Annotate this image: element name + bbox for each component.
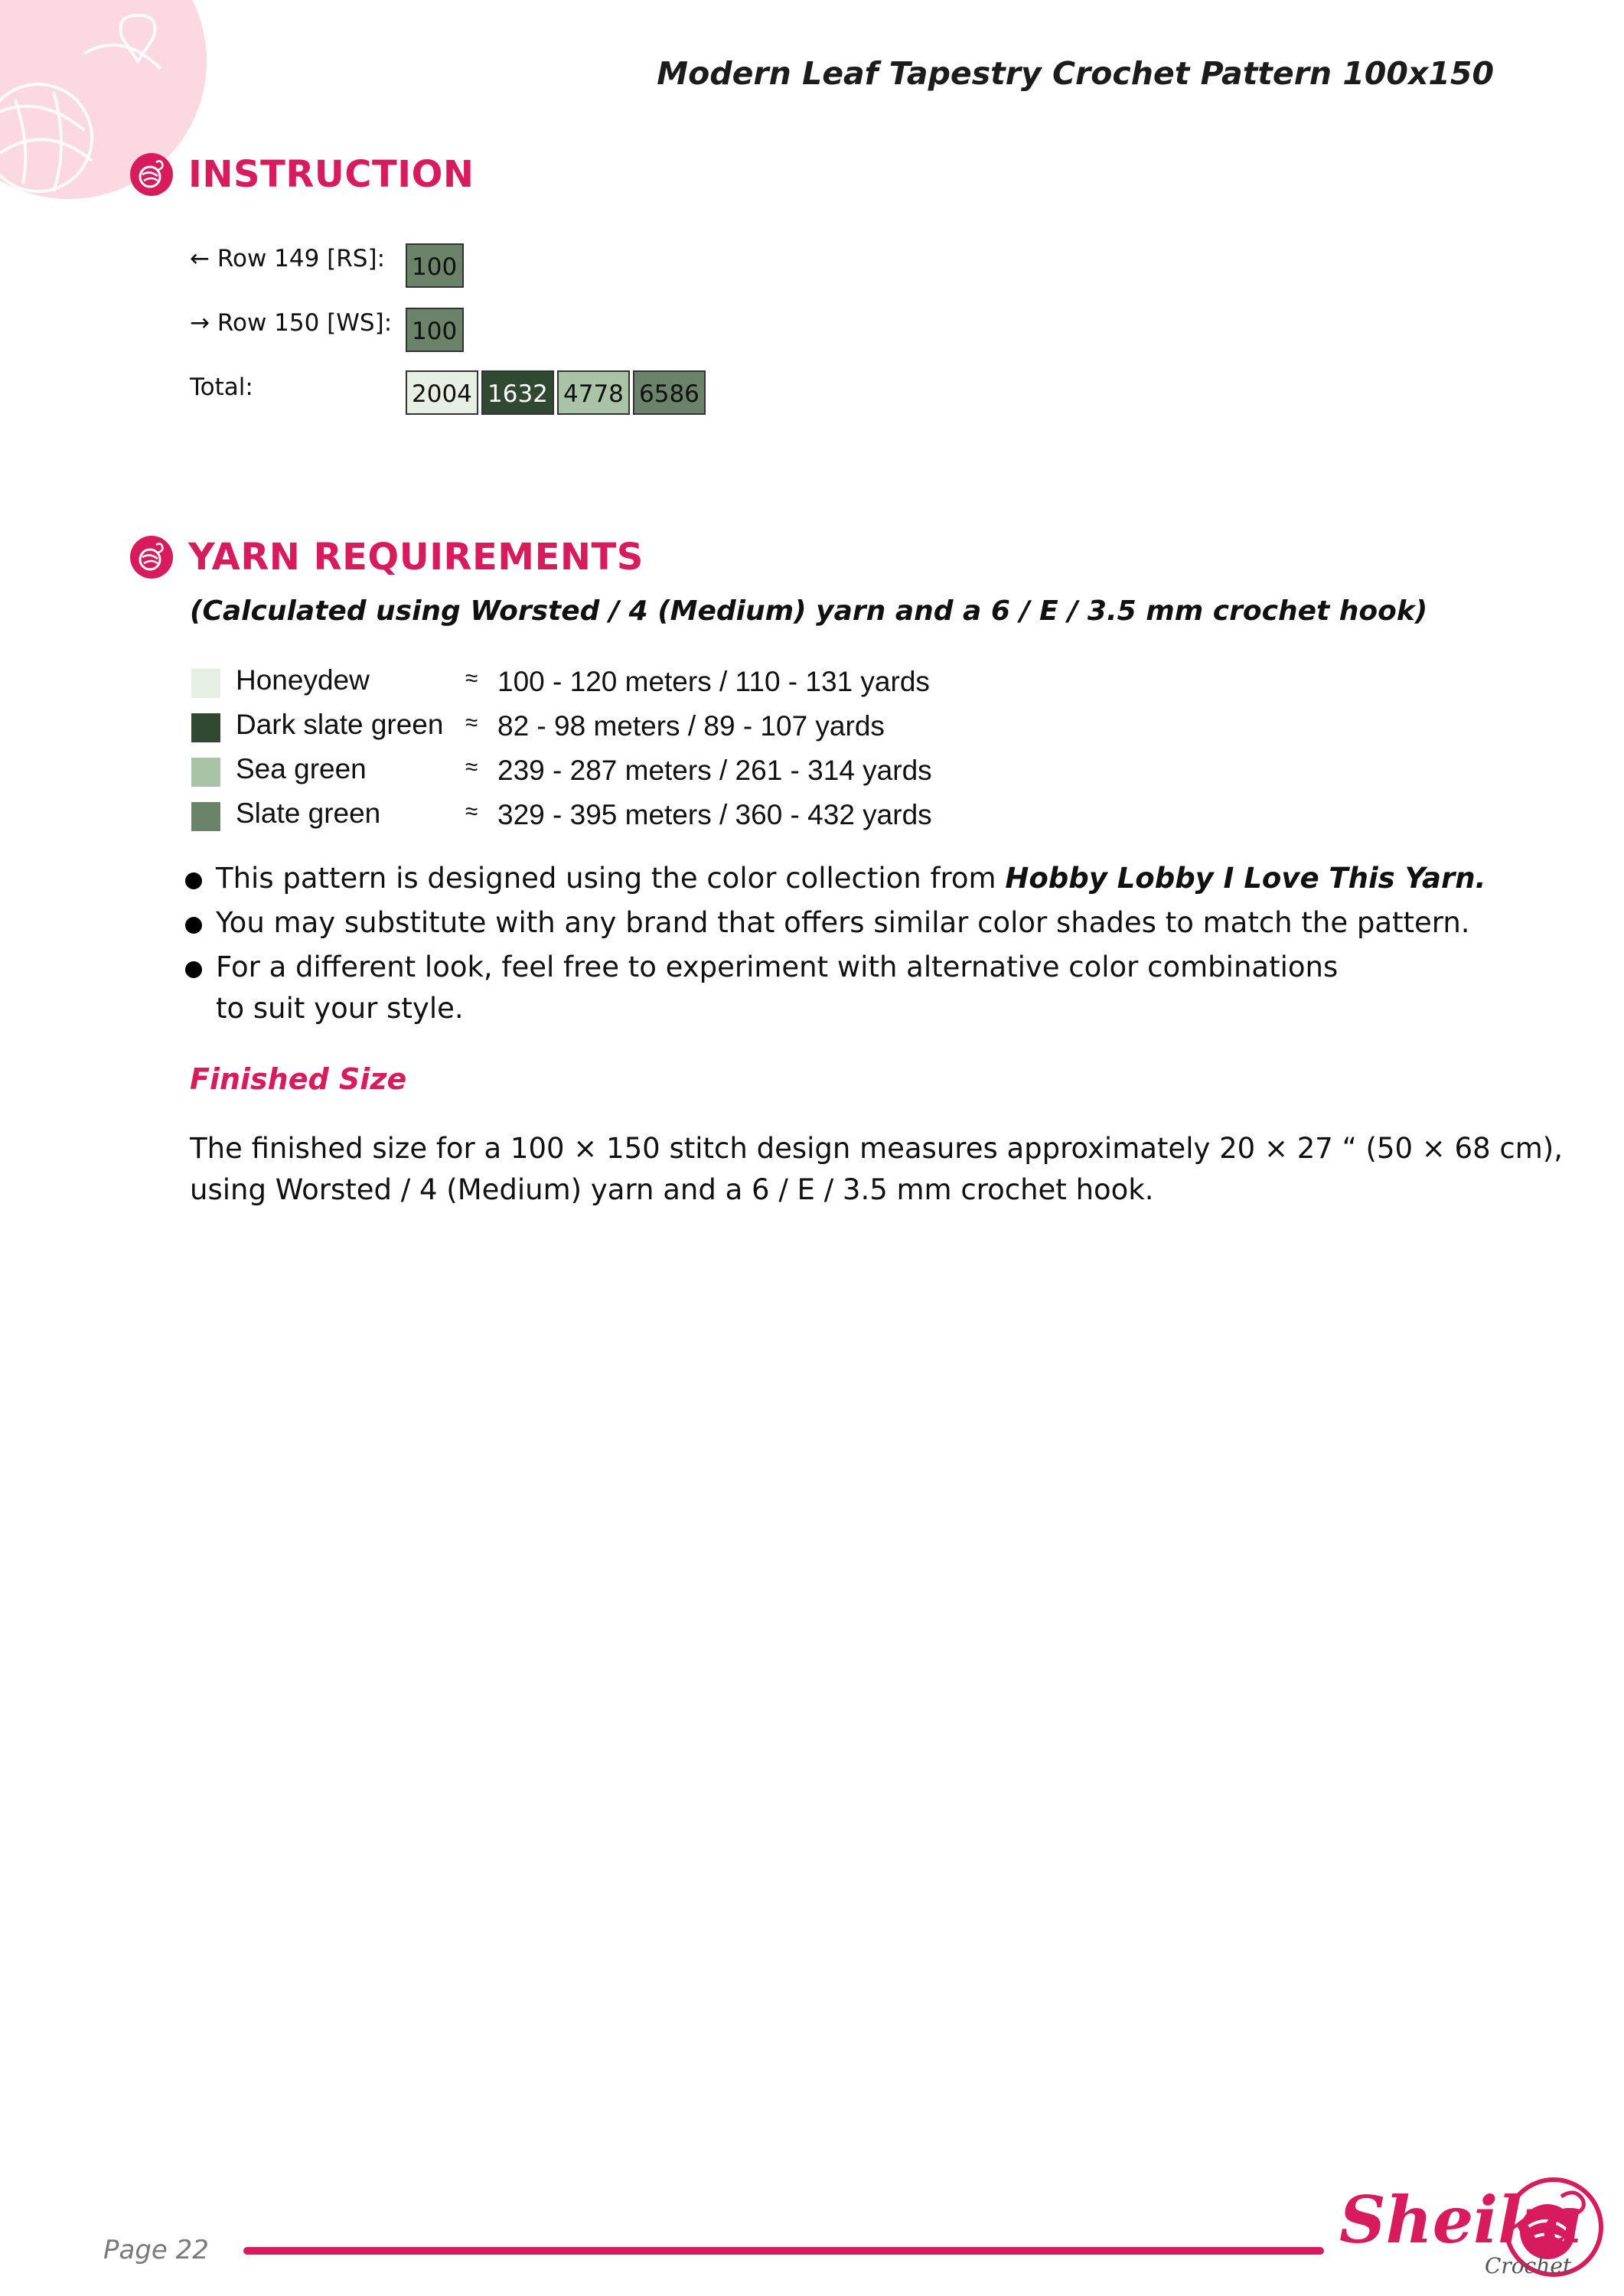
yarn-requirements-heading xyxy=(129,534,644,580)
footer-rule xyxy=(243,2247,1324,2255)
bullet-dot xyxy=(185,961,202,978)
color-name: Dark slate green xyxy=(236,709,444,740)
yarn-calc-note: (Calculated using Worsted / 4 (Medium) yarn and a 6 / E / 3.5 mm crochet hook) xyxy=(190,595,1428,627)
yarn-color-row xyxy=(190,794,1185,837)
approx-symbol: ≈ xyxy=(465,666,478,691)
row-150-label: → Row 150 [WS]: xyxy=(190,309,393,337)
color-swatch xyxy=(191,669,220,698)
total-cell: 4778 xyxy=(557,370,630,415)
bullet-dot xyxy=(185,872,202,889)
total-cell: 2004 xyxy=(406,370,478,415)
color-swatch xyxy=(191,802,220,831)
stitch-count-cell: 100 xyxy=(406,308,464,352)
yarn-ball-icon xyxy=(129,534,174,580)
instruction-heading xyxy=(129,152,474,197)
color-swatch xyxy=(191,713,220,742)
total-label: Total: xyxy=(190,373,253,401)
section-title: INSTRUCTION xyxy=(188,153,474,196)
yarn-color-row xyxy=(190,661,1185,704)
bullet-text-continued: to suit your style. xyxy=(216,992,464,1025)
bullet-text: For a different look, feel free to experiment with alternative color combinations xyxy=(216,951,1339,983)
bullet-text: This pattern is designed using the color collection from xyxy=(216,862,1006,895)
finished-size-heading: Finished Size xyxy=(190,1062,407,1096)
page-number: Page 22 xyxy=(103,2235,209,2265)
total-cell: 6586 xyxy=(633,370,706,415)
logo-wordmark: Sheika xyxy=(1339,2182,1584,2258)
finished-size-line: using Worsted / 4 (Medium) yarn and a 6 / E / 3.5 mm crochet hook. xyxy=(190,1173,1154,1206)
bullet-dot xyxy=(185,917,202,934)
section-title: YARN REQUIREMENTS xyxy=(188,536,644,579)
yarn-brand: Hobby Lobby I Love This Yarn. xyxy=(1005,862,1486,895)
document-title: Modern Leaf Tapestry Crochet Pattern 100x150 xyxy=(657,55,1494,92)
stitch-count-cell: 100 xyxy=(406,243,464,288)
total-cell: 1632 xyxy=(481,370,554,415)
color-name: Sea green xyxy=(236,753,367,784)
approx-symbol: ≈ xyxy=(465,799,478,824)
yarn-color-row xyxy=(190,706,1185,748)
approx-symbol: ≈ xyxy=(465,755,478,780)
row-149-label: ← Row 149 [RS]: xyxy=(190,245,386,272)
color-name: Honeydew xyxy=(236,664,370,696)
color-name: Slate green xyxy=(236,797,381,829)
yarn-amount: 82 - 98 meters / 89 - 107 yards xyxy=(497,710,885,742)
yarn-amount: 329 - 395 meters / 360 - 432 yards xyxy=(497,799,932,830)
finished-size-line: The finished size for a 100 × 150 stitch design measures approximately 20 × 27 “ (50 × 68 cm), xyxy=(190,1132,1563,1165)
approx-symbol: ≈ xyxy=(465,710,478,735)
sheika-crochet-logo xyxy=(1332,2166,1607,2296)
color-swatch xyxy=(191,758,220,787)
finished-size-text xyxy=(190,1128,1567,1211)
yarn-amount: 239 - 287 meters / 261 - 314 yards xyxy=(497,755,932,786)
logo-subtitle: Crochet xyxy=(1485,2253,1572,2278)
yarn-color-row xyxy=(190,750,1185,793)
bullet-text: You may substitute with any brand that offers similar color shades to match the pattern. xyxy=(216,906,1470,939)
yarn-ball-icon xyxy=(129,152,174,197)
yarn-amount: 100 - 120 meters / 110 - 131 yards xyxy=(497,666,930,697)
